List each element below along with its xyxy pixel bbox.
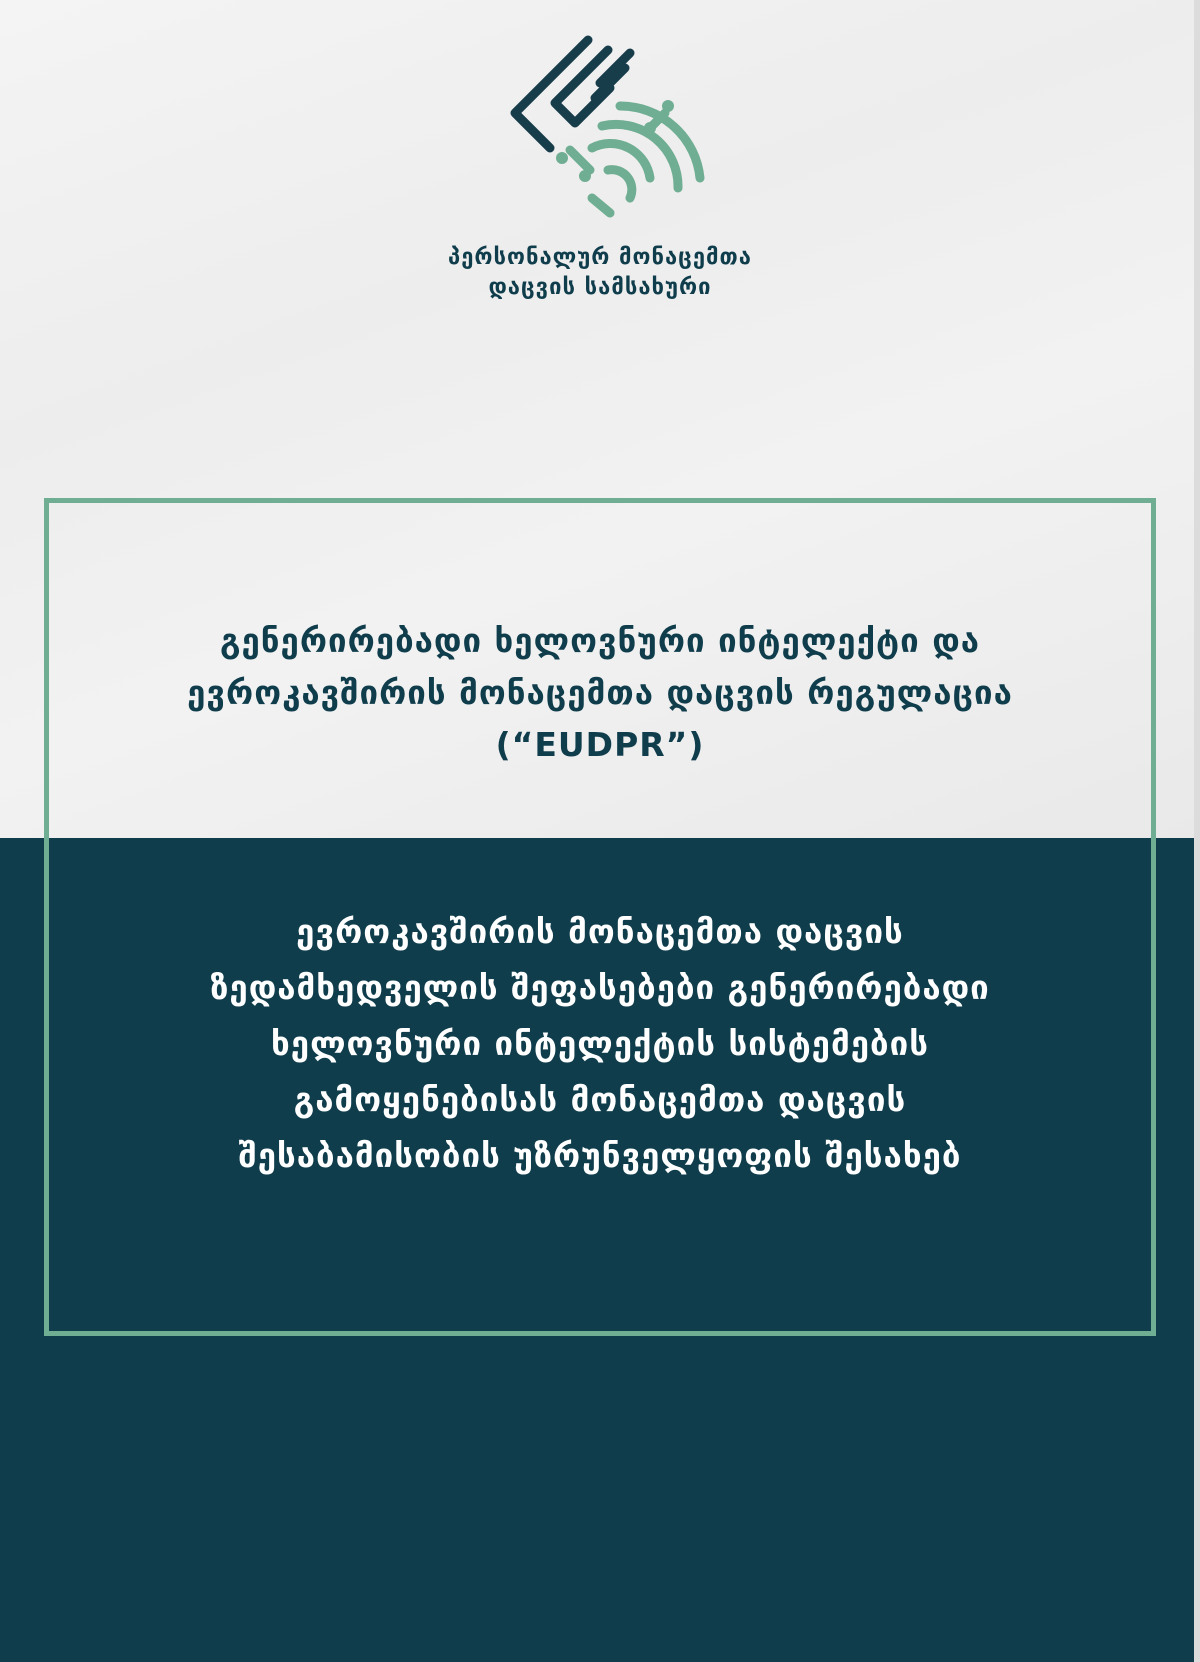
document-title-line-2: ევროკავშირის მონაცემთა დაცვის რეგულაცია: [187, 673, 1013, 712]
organization-name-line-1: პერსონალურ მონაცემთა: [448, 245, 752, 270]
document-subtitle-line-3: ხელოვნური ინტელექტის სისტემების: [271, 1024, 929, 1063]
agency-logo-icon: [500, 28, 720, 228]
organization-name-line-2: დაცვის სამსახური: [488, 275, 712, 300]
document-title: [80, 615, 1120, 771]
document-subtitle-line-2: ზედამხედველის შეფასებები გენერირებადი: [210, 968, 990, 1007]
document-subtitle-line-1: ევროკავშირის მონაცემთა დაცვის: [296, 912, 904, 951]
organization-name: [300, 243, 900, 303]
document-title-line-1: გენერირებადი ხელოვნური ინტელექტი და: [219, 621, 981, 660]
document-subtitle-line-4: გამოყენებისას მონაცემთა დაცვის: [293, 1080, 907, 1119]
page-edge: [1194, 0, 1200, 1662]
document-title-line-3: (“EUDPR”): [495, 725, 705, 764]
document-subtitle-line-5: შესაბამისობის უზრუნველყოფის შესახებ: [238, 1136, 962, 1175]
document-subtitle: [90, 904, 1110, 1184]
